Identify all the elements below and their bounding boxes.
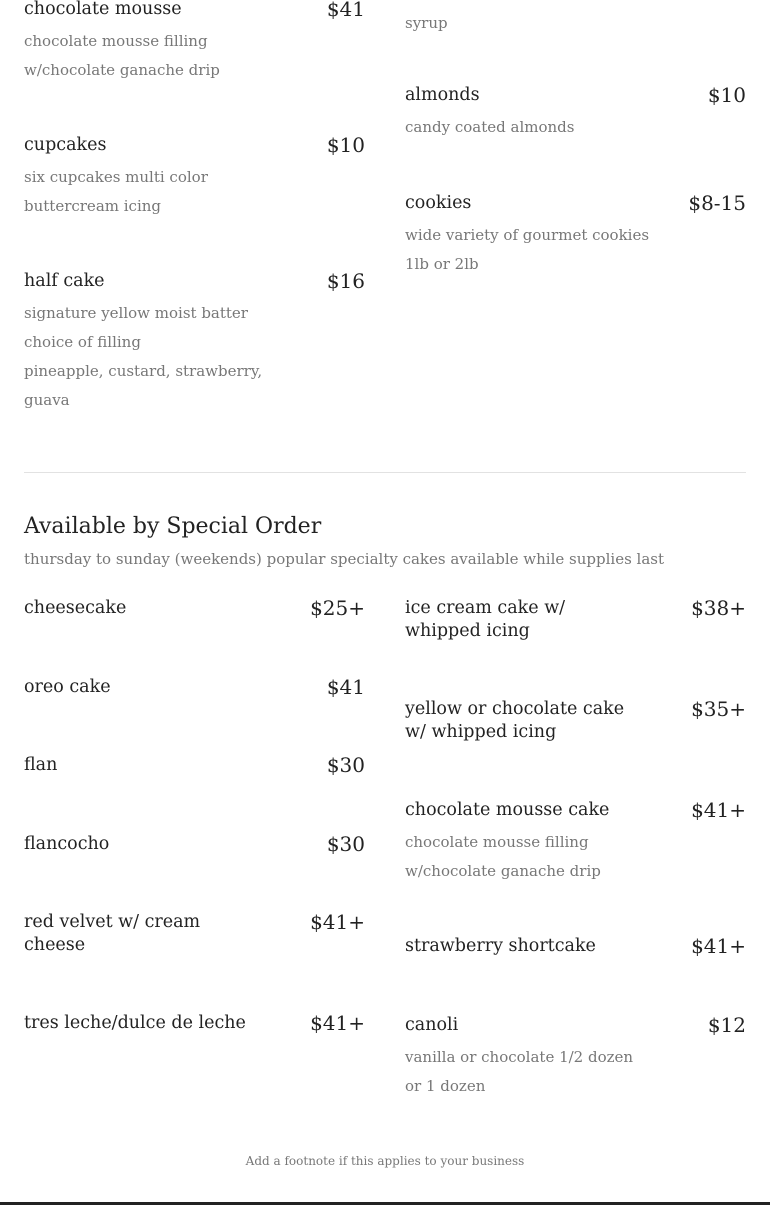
item-price: $10 xyxy=(326,133,365,157)
section-divider xyxy=(24,472,746,473)
cutoff-item-name xyxy=(405,0,660,6)
item-price: $30 xyxy=(326,832,365,856)
item-price: $8-15 xyxy=(688,191,746,215)
menu-item xyxy=(405,1014,746,1101)
item-price: $35+ xyxy=(691,697,746,721)
menu-item xyxy=(24,1012,365,1035)
item-name: flan xyxy=(24,755,58,775)
item-price: $25+ xyxy=(310,596,365,620)
section-subtitle: thursday to sunday (weekends) popular specialty cakes available while supplies last xyxy=(24,550,665,568)
item-description: candy coated almonds xyxy=(405,118,575,136)
item-price: $16 xyxy=(326,269,365,293)
item-name: yellow or chocolate cake w/ whipped icing xyxy=(405,699,625,742)
menu-item xyxy=(24,0,365,85)
item-name: ice cream cake w/ whipped icing xyxy=(405,598,566,641)
item-name: flancocho xyxy=(24,834,110,854)
item-price: $41+ xyxy=(691,798,746,822)
menu-item xyxy=(405,597,746,643)
section-title: Available by Special Order xyxy=(24,514,322,539)
item-description: chocolate mousse filling w/chocolate ganache drip xyxy=(405,833,601,880)
menu-item xyxy=(24,597,365,620)
item-price: $38+ xyxy=(691,596,746,620)
item-price: $41+ xyxy=(310,1011,365,1035)
item-description: chocolate mousse filling w/chocolate ganache drip xyxy=(24,32,220,79)
footnote: Add a footnote if this applies to your business xyxy=(245,1154,525,1168)
item-description: signature yellow moist batter choice of filling pineapple, custard, strawberry, guava xyxy=(24,304,263,409)
menu-item xyxy=(24,676,365,699)
item-name: oreo cake xyxy=(24,677,111,697)
item-name: cupcakes xyxy=(24,135,107,155)
menu-item xyxy=(24,134,365,221)
item-name: canoli xyxy=(405,1015,459,1035)
menu-item xyxy=(405,935,746,958)
item-name: cookies xyxy=(405,193,472,213)
menu-item xyxy=(24,833,365,856)
item-price: $41+ xyxy=(310,910,365,934)
menu-item xyxy=(24,911,365,957)
item-price: $41 xyxy=(326,675,365,699)
menu-item xyxy=(405,84,746,142)
menu-section-special-order xyxy=(24,597,746,1117)
item-name: strawberry shortcake xyxy=(405,936,596,956)
item-price: $41 xyxy=(326,0,365,21)
item-name: chocolate mousse cake xyxy=(405,800,610,820)
item-name: cheesecake xyxy=(24,598,127,618)
item-name: almonds xyxy=(405,85,480,105)
item-description: vanilla or chocolate 1/2 dozen or 1 dozen xyxy=(405,1048,634,1095)
menu-item xyxy=(405,192,746,279)
item-name: chocolate mousse xyxy=(24,0,182,19)
menu-item xyxy=(24,754,365,777)
item-name: tres leche/dulce de leche xyxy=(24,1013,246,1033)
item-description: wide variety of gourmet cookies 1lb or 2lb xyxy=(405,226,650,273)
item-name: half cake xyxy=(24,271,105,291)
item-price: $30 xyxy=(326,753,365,777)
item-price: $10 xyxy=(707,83,746,107)
item-description: six cupcakes multi color buttercream icing xyxy=(24,168,208,215)
menu-item xyxy=(24,270,365,415)
item-price: $12 xyxy=(707,1013,746,1037)
item-price: $41+ xyxy=(691,934,746,958)
cutoff-item-description: syrup xyxy=(405,14,448,32)
menu-item xyxy=(405,698,746,744)
menu-section-top xyxy=(24,0,746,440)
menu-item xyxy=(405,799,746,886)
item-name: red velvet w/ cream cheese xyxy=(24,912,201,955)
